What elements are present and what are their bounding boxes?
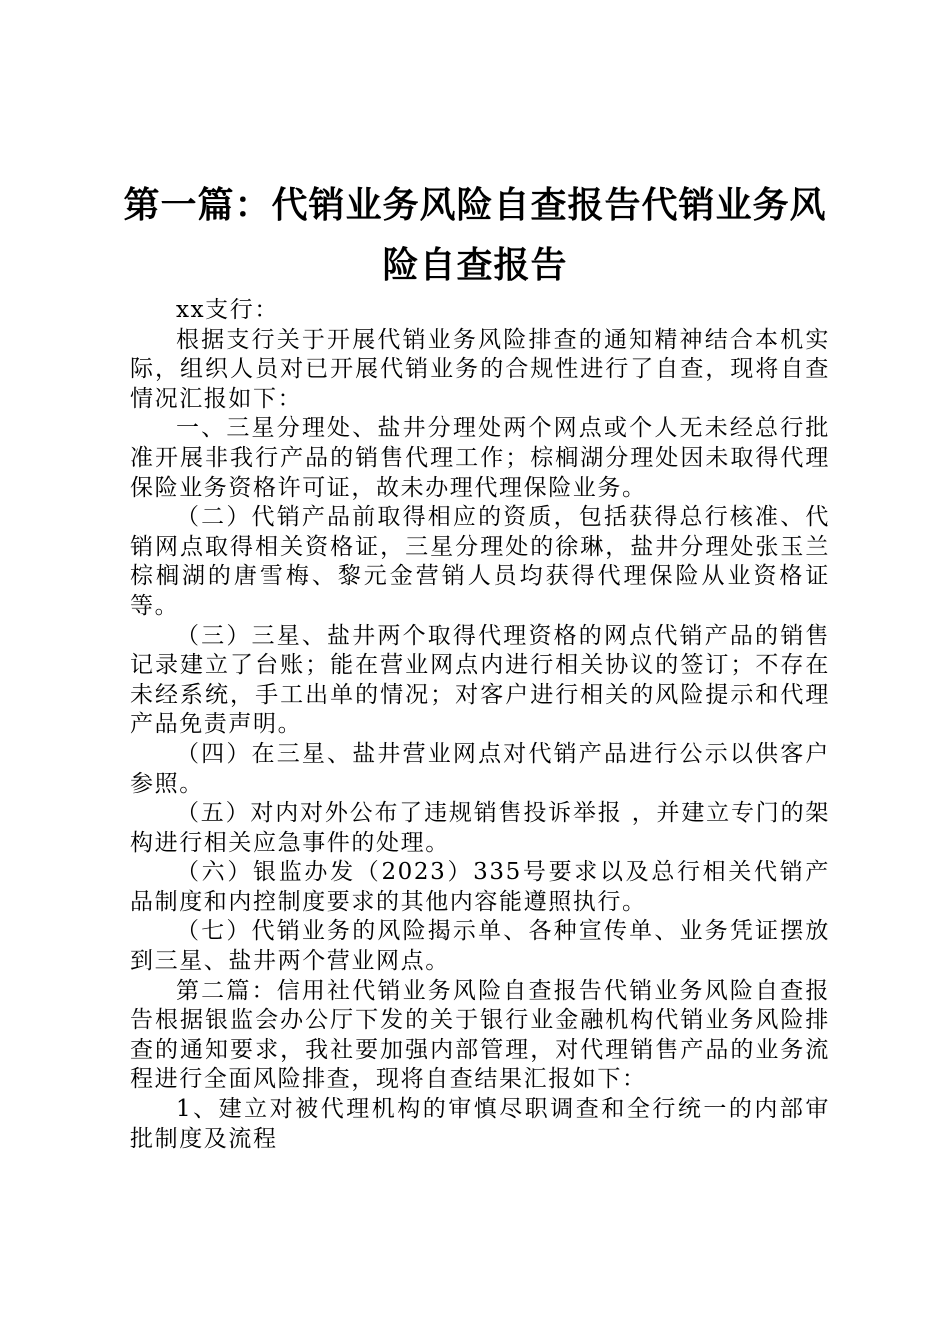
paragraph: 根据支行关于开展代销业务风险排查的通知精神结合本机实际，组织人员对已开展代销业务的合规性进行了自查，现将自查情况汇报如下： (130, 326, 830, 412)
paragraph: （五）对内对外公布了违规销售投诉举报 ，并建立专门的架构进行相关应急事件的处理。 (130, 800, 830, 856)
greeting-line: xx支行： (176, 297, 279, 323)
paragraph: （四）在三星、盐井营业网点对代销产品进行公示以供客户参照。 (130, 740, 830, 797)
paragraph: （二）代销产品前取得相应的资质，包括获得总行核准、代销网点取得相关资格证，三星分理处的徐琳，盐井分理处张玉兰棕榈湖的唐雪梅、黎元金营销人员均获得代理保险从业资格证等。 (130, 504, 830, 619)
paragraph: （三）三星、盐井两个取得代理资格的网点代销产品的销售记录建立了台账；能在营业网点内进行相关协议的签订；不存在未经系统，手工出单的情况；对客户进行相关的风险提示和代理产品免责声明。 (130, 622, 830, 738)
paragraph: （六）银监办发（2023）335号要求以及总行相关代销产品制度和内控制度要求的其他内容能遵照执行。 (130, 859, 830, 915)
paragraph: 1、建立对被代理机构的审慎尽职调查和全行统一的内部审批制度及流程 (130, 1096, 830, 1152)
paragraph: 一、三星分理处、盐井分理处两个网点或个人无未经总行批准开展非我行产品的销售代理工作；棕榈湖分理处因未取得代理保险业务资格许可证，故未办理代理保险业务。 (130, 415, 830, 501)
paragraph: （七）代销业务的风险揭示单、各种宣传单、业务凭证摆放到三星、盐井两个营业网点。 (130, 918, 830, 975)
paragraph: 第二篇：信用社代销业务风险自查报告代销业务风险自查报告根据银监会办公厅下发的关于银行业金融机构代销业务风险排查的通知要求，我社要加强内部管理，对代理销售产品的业务流程进行全面风险排查，现将自查结果汇报如下： (130, 977, 830, 1093)
document-title: 第一篇：代销业务风险自查报告代销业务风险自查报告 (123, 185, 827, 286)
document-body (130, 296, 830, 1154)
